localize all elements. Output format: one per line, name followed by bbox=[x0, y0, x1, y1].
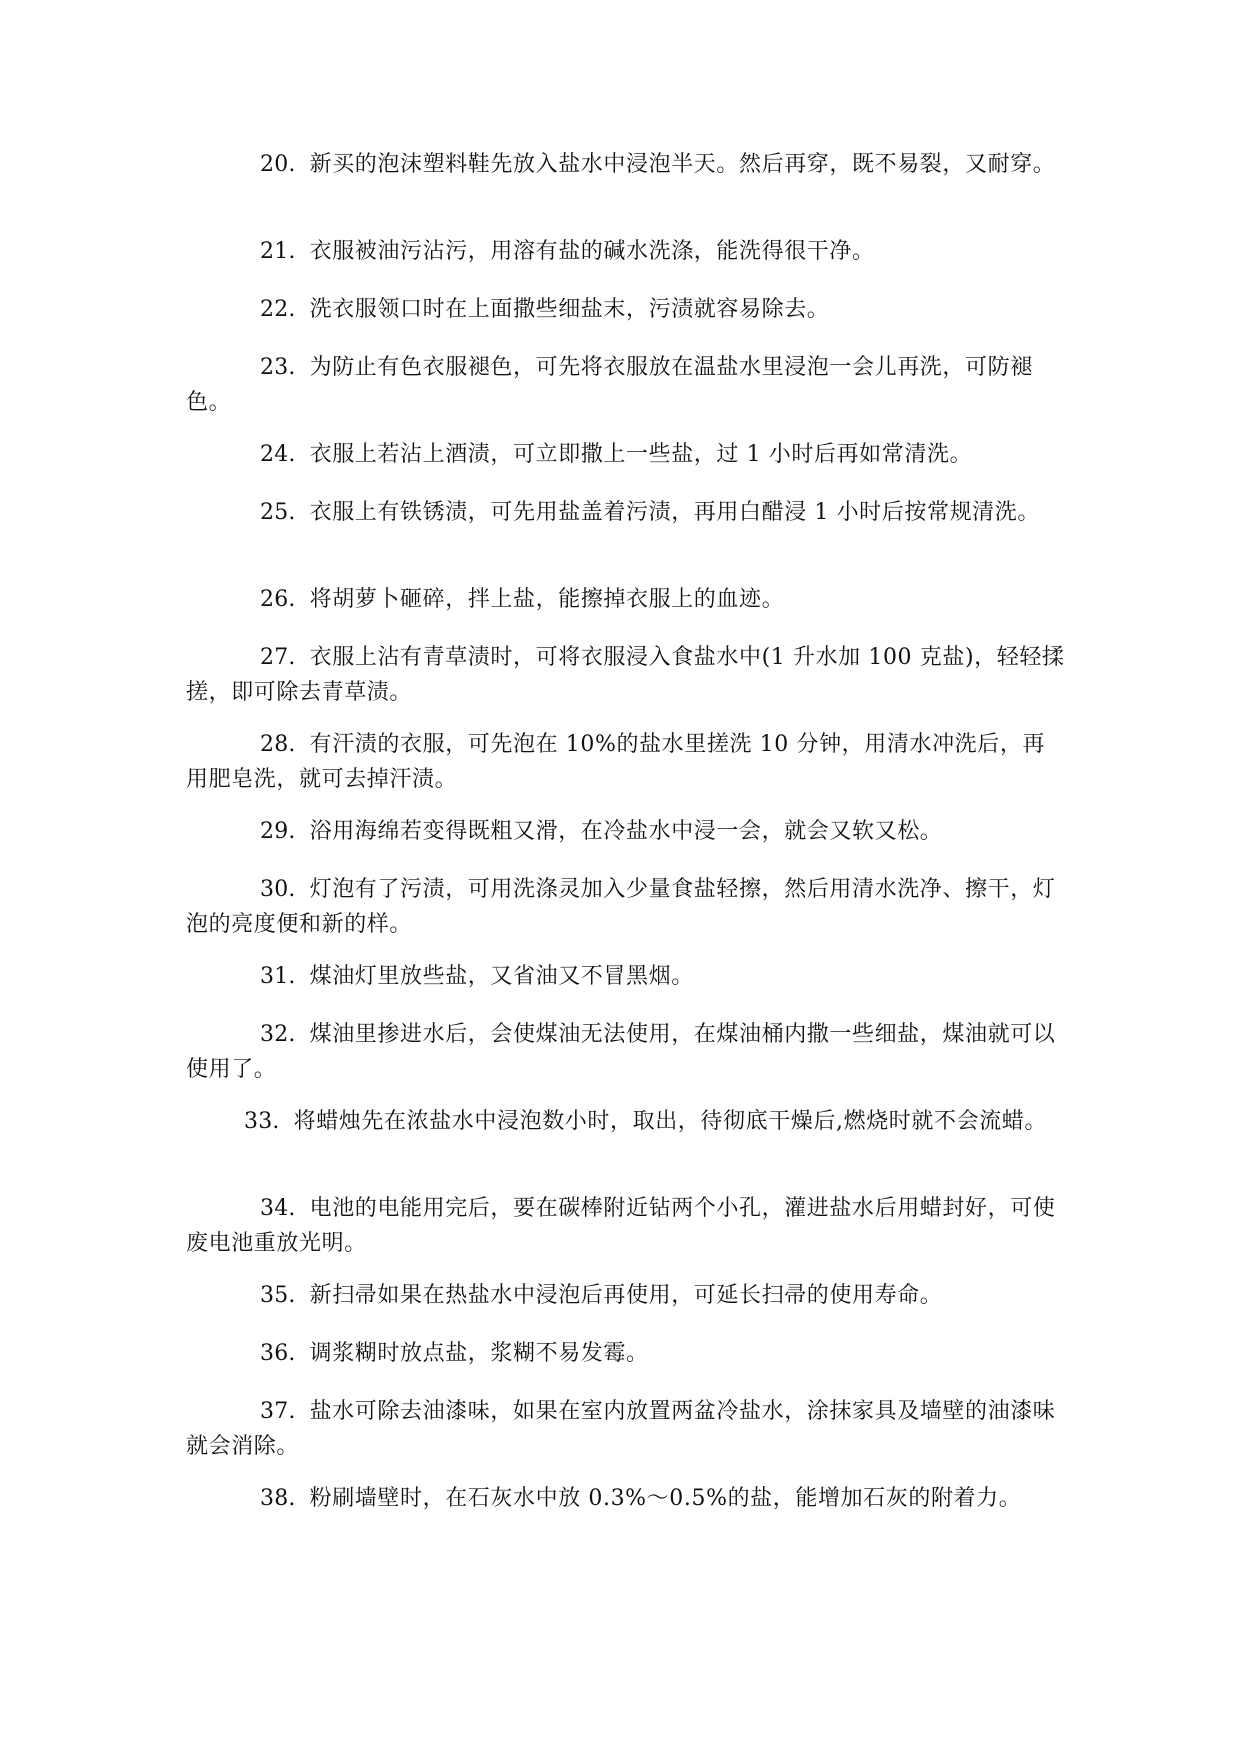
list-item bbox=[186, 640, 1066, 710]
item-number: 30. bbox=[260, 877, 296, 902]
item-text: 衣服上沾有青草渍时，可将衣服浸入食盐水中(1 升水加 100 克盐)，轻轻揉搓，即可除去青草渍。 bbox=[186, 645, 1065, 705]
item-text: 将胡萝卜砸碎，拌上盐，能擦掉衣服上的血迹。 bbox=[309, 587, 785, 612]
list-item bbox=[186, 1017, 1066, 1087]
list-item bbox=[186, 437, 1066, 472]
list-item bbox=[186, 495, 1066, 530]
list-item bbox=[186, 147, 1066, 182]
list-item bbox=[186, 582, 1066, 617]
list-item bbox=[186, 234, 1066, 269]
item-number: 35. bbox=[260, 1283, 296, 1308]
item-text: 将蜡烛先在浓盐水中浸泡数小时，取出，待彻底干燥后,燃烧时就不会流蜡。 bbox=[293, 1109, 1047, 1134]
item-number: 23. bbox=[260, 355, 296, 380]
item-text: 灯泡有了污渍，可用洗涤灵加入少量食盐轻擦，然后用清水洗净、擦干，灯泡的亮度便和新的样。 bbox=[186, 877, 1056, 937]
item-number: 32. bbox=[260, 1022, 296, 1047]
item-number: 28. bbox=[260, 732, 296, 757]
item-text: 煤油里掺进水后，会使煤油无法使用，在煤油桶内撒一些细盐，煤油就可以使用了。 bbox=[186, 1022, 1056, 1082]
item-text: 电池的电能用完后，要在碳棒附近钻两个小孔，灌进盐水后用蜡封好，可使废电池重放光明。 bbox=[186, 1196, 1056, 1256]
list-item bbox=[186, 292, 1066, 327]
item-text: 粉刷墙壁时，在石灰水中放 0.3%～0.5%的盐，能增加石灰的附着力。 bbox=[309, 1486, 1022, 1511]
list-item bbox=[186, 350, 1066, 420]
list-item bbox=[186, 872, 1066, 942]
item-text: 衣服被油污沾污，用溶有盐的碱水洗涤，能洗得很干净。 bbox=[309, 239, 875, 264]
item-number: 34. bbox=[260, 1196, 296, 1221]
item-text: 新扫帚如果在热盐水中浸泡后再使用，可延长扫帚的使用寿命。 bbox=[309, 1283, 943, 1308]
item-number: 31. bbox=[260, 964, 296, 989]
item-text: 浴用海绵若变得既粗又滑，在冷盐水中浸一会，就会又软又松。 bbox=[309, 819, 943, 844]
item-number: 22. bbox=[260, 297, 296, 322]
list-item bbox=[186, 1394, 1066, 1464]
list-item bbox=[186, 814, 1066, 849]
item-text: 新买的泡沫塑料鞋先放入盐水中浸泡半天。然后再穿，既不易裂，又耐穿。 bbox=[309, 152, 1056, 177]
list-item bbox=[186, 1278, 1066, 1313]
item-text: 煤油灯里放些盐，又省油又不冒黑烟。 bbox=[309, 964, 694, 989]
item-number: 25. bbox=[260, 500, 296, 525]
item-text: 衣服上若沾上酒渍，可立即撒上一些盐，过 1 小时后再如常清洗。 bbox=[309, 442, 973, 467]
item-number: 21. bbox=[260, 239, 296, 264]
list-item bbox=[186, 1104, 1066, 1139]
item-text: 有汗渍的衣服，可先泡在 10%的盐水里搓洗 10 分钟，用清水冲洗后，再用肥皂洗，就可去掉汗渍。 bbox=[186, 732, 1046, 792]
item-number: 37. bbox=[260, 1399, 296, 1424]
item-text: 盐水可除去油漆味，如果在室内放置两盆冷盐水，涂抹家具及墙壁的油漆味就会消除。 bbox=[186, 1399, 1056, 1459]
item-number: 26. bbox=[260, 587, 296, 612]
item-number: 29. bbox=[260, 819, 296, 844]
item-number: 24. bbox=[260, 442, 296, 467]
list-item bbox=[186, 959, 1066, 994]
item-text: 衣服上有铁锈渍，可先用盐盖着污渍，再用白醋浸 1 小时后按常规清洗。 bbox=[309, 500, 1040, 525]
item-number: 33. bbox=[244, 1109, 280, 1134]
item-text: 调浆糊时放点盐，浆糊不易发霉。 bbox=[309, 1341, 649, 1366]
list-item bbox=[186, 1481, 1066, 1516]
item-number: 36. bbox=[260, 1341, 296, 1366]
list-item bbox=[186, 1191, 1066, 1261]
list-item bbox=[186, 1336, 1066, 1371]
item-text: 洗衣服领口时在上面撒些细盐末，污渍就容易除去。 bbox=[309, 297, 830, 322]
item-text: 为防止有色衣服褪色，可先将衣服放在温盐水里浸泡一会儿再洗，可防褪色。 bbox=[186, 355, 1033, 415]
item-number: 20. bbox=[260, 152, 296, 177]
item-number: 38. bbox=[260, 1486, 296, 1511]
item-number: 27. bbox=[260, 645, 296, 670]
list-item bbox=[186, 727, 1066, 797]
